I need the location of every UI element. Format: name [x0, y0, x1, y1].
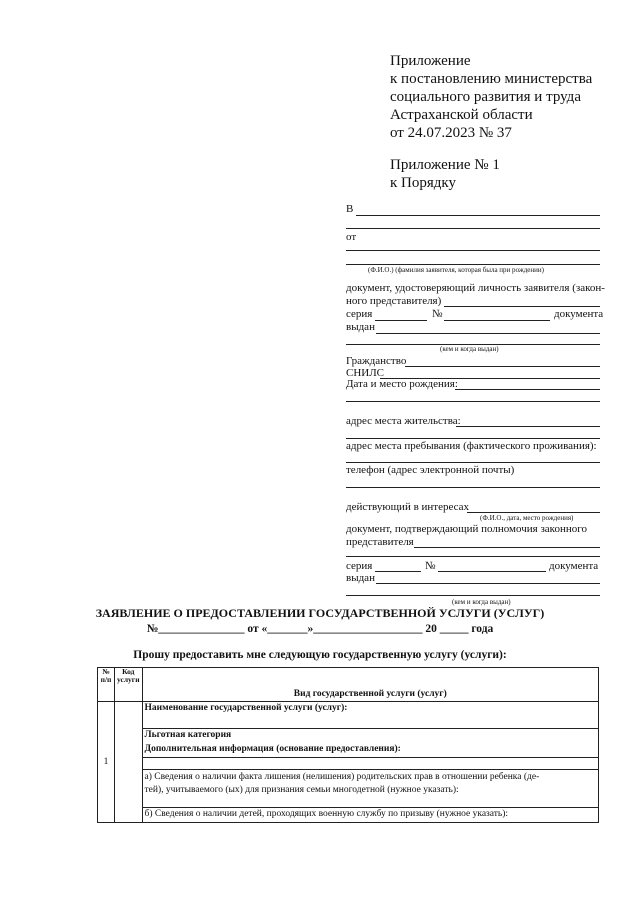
series2-label: серия [346, 560, 373, 572]
extra-info-label: Дополнительная информация (основание предоставления): [143, 743, 598, 758]
issued2-label: выдан [346, 572, 375, 584]
document-label: документа [554, 308, 604, 320]
benefit-label: Льготная категория [144, 730, 232, 740]
col-number-header: № п/п [98, 668, 115, 702]
header-line: от 24.07.2023 № 37 [390, 125, 512, 141]
rep-doc-field-line[interactable] [346, 556, 600, 557]
statement-title: ЗАЯВЛЕНИЕ О ПРЕДОСТАВЛЕНИИ ГОСУДАРСТВЕННОЙ УСЛУГИ (УСЛУГ) [95, 606, 545, 620]
row-content-cell [142, 702, 598, 823]
extra-info-field[interactable] [143, 758, 598, 770]
rep-doc-label: документ, подтверждающий полномочия законного [346, 523, 587, 535]
statement-number-line: №_______________ от «_______»___________________ 20 _____ года [146, 623, 494, 635]
acting-field[interactable] [467, 512, 600, 513]
phone-field[interactable] [346, 487, 600, 488]
from-field[interactable] [346, 250, 600, 251]
snils-label: СНИЛС [346, 367, 385, 379]
section-a-line-2: тей), учитываемого (ых) для признания семьи многодетной (нужное указать): [144, 785, 459, 795]
issued2-field-line[interactable] [346, 595, 600, 596]
section-b-label: б) Сведения о наличии детей, проходящих военную службу по призыву (нужное указать): [144, 809, 509, 819]
series2-field[interactable] [375, 571, 421, 572]
header-line: социального развития и труда [390, 89, 581, 105]
from-field-line[interactable] [346, 264, 600, 265]
id-doc-label-2: ного представителя) [346, 295, 442, 307]
birth-label: Дата и место рождения: [346, 378, 458, 390]
citizenship-field[interactable] [405, 366, 600, 367]
number2-label: № [425, 560, 436, 572]
services-table [97, 667, 599, 823]
row-code-cell[interactable] [115, 702, 143, 823]
appendix-line: к Порядку [390, 175, 456, 191]
appendix-line: Приложение № 1 [390, 157, 500, 173]
stay-label: адрес места пребывания (фактического проживания): [346, 440, 597, 452]
number2-field[interactable] [438, 571, 546, 572]
to-field-line[interactable] [346, 228, 600, 229]
residence-label: адрес места жительства: [346, 415, 461, 427]
acting-label: действующий в интересах [346, 501, 470, 513]
citizenship-label: Гражданство [346, 355, 407, 367]
col-code-header: Код услуги [115, 668, 143, 702]
number-label: № [432, 308, 443, 320]
issued2-caption: (кем и когда выдан) [452, 598, 511, 606]
header-line: к постановлению министерства [390, 71, 593, 87]
birth-field-line[interactable] [346, 401, 600, 402]
series-label: серия [346, 308, 373, 320]
appendix-block [390, 156, 500, 192]
to-label: В [346, 203, 354, 215]
issued-field[interactable] [376, 333, 600, 334]
phone-label: телефон (адрес электронной почты) [346, 464, 515, 476]
document2-label: документа [549, 560, 599, 572]
statement-request: Прошу предоставить мне следующую государственную услугу (услуги): [133, 649, 507, 661]
fio-caption: (Ф.И.О.) (фамилия заявителя, которая была при рождении) [368, 266, 544, 274]
number-field[interactable] [444, 320, 550, 321]
rep-doc-label-2: представителя [346, 536, 414, 548]
residence-field-line[interactable] [346, 438, 600, 439]
service-name-field[interactable] [143, 716, 598, 729]
from-label: от [346, 231, 357, 243]
id-doc-label: документ, удостоверяющий личность заявителя (закон- [346, 282, 605, 294]
service-name-label: Наименование государственной услуги (услуг): [144, 703, 348, 713]
issued-caption: (кем и когда выдан) [440, 345, 499, 353]
section-a-line-1: а) Сведения о наличии факта лишения (нелишения) родительских прав в отношении ребенка (де- [144, 772, 540, 782]
stay-field[interactable] [346, 462, 600, 463]
header-line: Приложение [390, 53, 471, 69]
table-header-row [98, 668, 599, 702]
header-line: Астраханской области [390, 107, 533, 123]
table-row [98, 702, 599, 823]
issued-label: выдан [346, 321, 375, 333]
col-type-header: Вид государственной услуги (услуг) [142, 668, 598, 702]
residence-field[interactable] [456, 426, 600, 427]
header-block [390, 52, 592, 142]
to-field[interactable] [356, 215, 600, 216]
acting-caption: (Ф.И.О., дата, место рождения) [480, 514, 574, 522]
section-a-field[interactable] [143, 796, 598, 808]
issued2-field[interactable] [376, 583, 600, 584]
rep-doc-field[interactable] [414, 547, 600, 548]
series-field[interactable] [375, 320, 427, 321]
birth-field[interactable] [455, 389, 600, 390]
row-number: 1 [98, 702, 115, 823]
id-doc-field[interactable] [444, 306, 600, 307]
